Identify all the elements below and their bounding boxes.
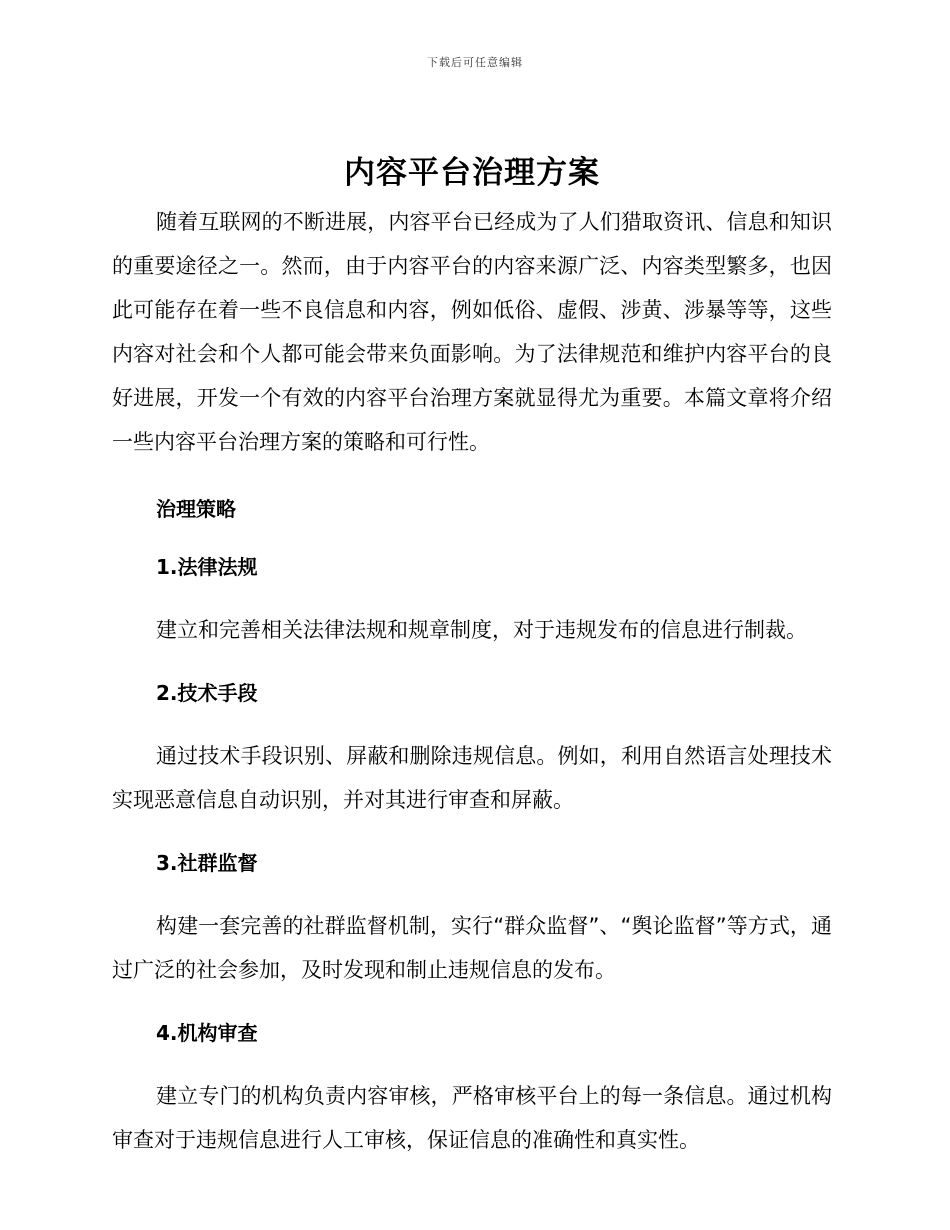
intro-paragraph: 随着互联网的不断进展，内容平台已经成为了人们猎取资讯、信息和知识的重要途径之一。然而，由于内容平台的内容来源广泛、内容类型繁多，也因此可能存在着一些不良信息和内容，例如低俗、虚假、涉黄、涉暴等等，这些内容对社会和个人都可能会带来负面影响。为了法律规范和维护内容平台的良好进展，开发一个有效的内容平台治理方案就显得尤为重要。本篇文章将介绍一些内容平台治理方案的策略和可行性。 xyxy=(112,210,832,454)
section-heading-law: 1.法律法规 xyxy=(156,555,258,579)
document-body xyxy=(112,148,832,1162)
spacer xyxy=(112,581,832,608)
spacer xyxy=(112,652,832,679)
section-body-tech: 通过技术手段识别、屏蔽和删除违规信息。例如，利用自然语言处理技术实现恶意信息自动识别，并对其进行审查和屏蔽。 xyxy=(112,744,832,812)
section-heading-tech: 2.技术手段 xyxy=(156,681,258,705)
section-heading-agency: 4.机构审查 xyxy=(156,1021,258,1045)
section-body-agency: 建立专门的机构负责内容审核，严格审核平台上的每一条信息。通过机构审查对于违规信息进行人工审核，保证信息的准确性和真实性。 xyxy=(112,1084,832,1152)
spacer xyxy=(112,523,832,553)
section-heading-community: 3.社群监督 xyxy=(156,851,258,875)
spacer xyxy=(112,992,832,1019)
spacer xyxy=(112,707,832,734)
strategy-heading: 治理策略 xyxy=(156,497,236,521)
spacer xyxy=(112,877,832,904)
section-body-law: 建立和完善相关法律法规和规章制度，对于违规发布的信息进行制裁。 xyxy=(156,618,807,642)
section-body-community: 构建一套完善的社群监督机制，实行“群众监督”、“舆论监督”等方式，通过广泛的社会参加，及时发现和制止违规信息的发布。 xyxy=(112,914,832,982)
page-header-note: 下载后可任意编辑 xyxy=(427,56,523,69)
spacer xyxy=(112,822,832,849)
document-title: 内容平台治理方案 xyxy=(344,155,600,191)
spacer xyxy=(112,1047,832,1074)
spacer xyxy=(112,464,832,495)
